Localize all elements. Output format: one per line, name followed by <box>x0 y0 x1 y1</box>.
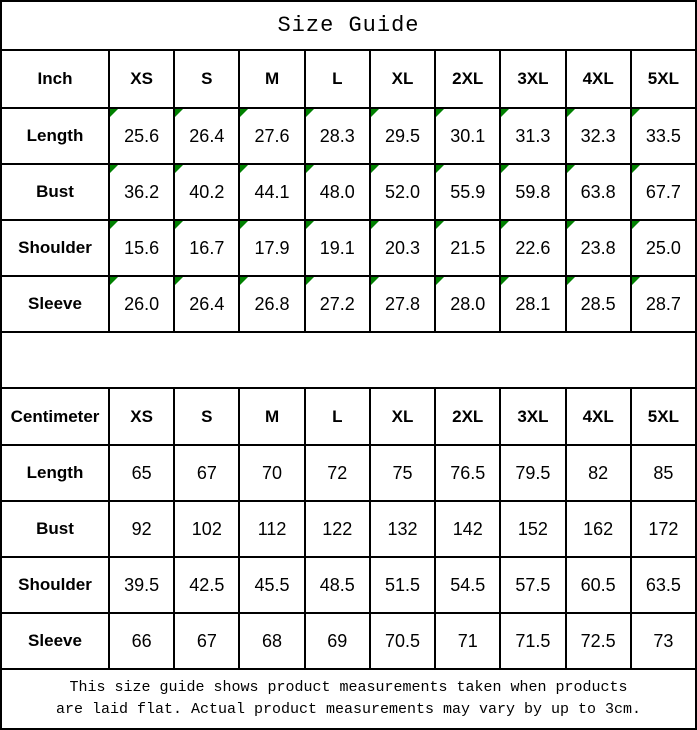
measurement-value: 20.3 <box>384 237 421 258</box>
flag-icon <box>110 165 118 173</box>
measurement-cell <box>110 221 173 275</box>
measurement-value: 40.2 <box>189 181 225 202</box>
footer-note <box>2 670 695 728</box>
measurement-value: 44.1 <box>254 181 290 202</box>
flag-icon <box>175 109 183 117</box>
measurement-cell <box>501 277 564 331</box>
measurement-cell <box>371 221 434 275</box>
measurement-value: 15.6 <box>124 237 160 258</box>
measurement-cell <box>436 221 499 275</box>
footer-line2: are laid flat. Actual product measurements may vary by up to 3cm. <box>55 701 642 718</box>
measurement-value: 30.1 <box>450 125 486 146</box>
flag-icon <box>436 165 444 173</box>
unit-header-inch: Inch <box>2 51 108 107</box>
measurement-cell <box>175 558 238 612</box>
measurement-value: 70 <box>262 462 283 483</box>
measurement-cell <box>632 277 695 331</box>
flag-icon <box>371 221 379 229</box>
measurement-value: 82 <box>588 462 609 483</box>
measurement-cell <box>306 502 369 556</box>
measurement-value: 26.0 <box>124 293 160 314</box>
measurement-value: 59.8 <box>515 181 551 202</box>
measurement-value: 67 <box>196 462 217 483</box>
flag-icon <box>175 165 183 173</box>
row-label-shoulder: Shoulder <box>2 558 108 612</box>
size-header-xs: XS <box>110 389 173 444</box>
measurement-cell <box>175 614 238 668</box>
measurement-cell <box>371 502 434 556</box>
measurement-value: 42.5 <box>189 574 225 595</box>
measurement-value: 54.5 <box>450 574 486 595</box>
measurement-value: 102 <box>191 518 222 539</box>
flag-icon <box>501 277 509 285</box>
row-label-sleeve: Sleeve <box>2 277 108 331</box>
size-header-m: M <box>240 51 303 107</box>
measurement-cell <box>306 221 369 275</box>
measurement-value: 33.5 <box>645 125 681 146</box>
footer-line1: This size guide shows product measurements taken when products <box>69 678 628 696</box>
measurement-cell <box>175 446 238 500</box>
flag-icon <box>240 165 248 173</box>
size-header-l: L <box>306 51 369 107</box>
measurement-value: 36.2 <box>124 181 160 202</box>
measurement-value: 68 <box>262 630 283 651</box>
measurement-value: 28.7 <box>645 293 681 314</box>
measurement-value: 22.6 <box>515 237 551 258</box>
measurement-cell <box>501 502 564 556</box>
measurement-value: 27.8 <box>384 293 421 314</box>
measurement-value: 55.9 <box>450 181 486 202</box>
measurement-value: 29.5 <box>384 125 421 146</box>
size-header-s: S <box>175 389 238 444</box>
flag-icon <box>110 109 118 117</box>
measurement-value: 70.5 <box>384 630 421 651</box>
measurement-value: 57.5 <box>515 574 551 595</box>
measurement-value: 48.0 <box>319 181 355 202</box>
measurement-cell <box>567 221 630 275</box>
measurement-cell <box>567 446 630 500</box>
flag-icon <box>567 109 575 117</box>
measurement-value: 66 <box>131 630 152 651</box>
measurement-cell <box>567 502 630 556</box>
measurement-cell <box>436 502 499 556</box>
flag-icon <box>436 109 444 117</box>
measurement-cell <box>306 109 369 163</box>
flag-icon <box>632 109 640 117</box>
measurement-cell <box>371 109 434 163</box>
measurement-cell <box>501 558 564 612</box>
measurement-value: 32.3 <box>580 125 616 146</box>
measurement-value: 72.5 <box>580 630 616 651</box>
measurement-cell <box>567 109 630 163</box>
size-header-xl: XL <box>371 51 434 107</box>
row-label-shoulder: Shoulder <box>2 221 108 275</box>
flag-icon <box>567 277 575 285</box>
flag-icon <box>306 165 314 173</box>
measurement-value: 65 <box>131 462 152 483</box>
measurement-value: 142 <box>452 518 483 539</box>
size-header-xs: XS <box>110 51 173 107</box>
measurement-cell <box>110 614 173 668</box>
measurement-cell <box>175 221 238 275</box>
page-title: Size Guide <box>2 2 695 49</box>
measurement-cell <box>632 221 695 275</box>
flag-icon <box>632 277 640 285</box>
measurement-value: 79.5 <box>515 462 551 483</box>
measurement-cell <box>436 558 499 612</box>
measurement-value: 27.2 <box>319 293 355 314</box>
measurement-cell <box>436 165 499 219</box>
measurement-cell <box>175 502 238 556</box>
measurement-value: 69 <box>327 630 348 651</box>
measurement-cell <box>175 277 238 331</box>
measurement-cell <box>175 165 238 219</box>
size-header-2xl: 2XL <box>436 51 499 107</box>
flag-icon <box>175 221 183 229</box>
measurement-value: 63.5 <box>645 574 681 595</box>
measurement-cell <box>436 446 499 500</box>
measurement-value: 26.4 <box>189 293 225 314</box>
measurement-value: 67 <box>196 630 217 651</box>
size-header-xl: XL <box>371 389 434 444</box>
flag-icon <box>501 109 509 117</box>
flag-icon <box>240 221 248 229</box>
measurement-value: 60.5 <box>580 574 616 595</box>
measurement-cell <box>240 558 303 612</box>
measurement-value: 28.1 <box>515 293 551 314</box>
flag-icon <box>240 109 248 117</box>
measurement-value: 132 <box>387 518 418 539</box>
measurement-value: 67.7 <box>645 181 681 202</box>
flag-icon <box>175 277 183 285</box>
measurement-cell <box>110 165 173 219</box>
measurement-value: 48.5 <box>319 574 355 595</box>
measurement-cell <box>110 109 173 163</box>
measurement-cell <box>110 502 173 556</box>
measurement-cell <box>306 614 369 668</box>
row-label-bust: Bust <box>2 502 108 556</box>
size-header-s: S <box>175 51 238 107</box>
measurement-cell <box>371 446 434 500</box>
measurement-cell <box>306 446 369 500</box>
flag-icon <box>436 277 444 285</box>
measurement-cell <box>110 277 173 331</box>
measurement-cell <box>436 614 499 668</box>
measurement-cell <box>110 558 173 612</box>
measurement-value: 112 <box>257 518 287 539</box>
size-header-3xl: 3XL <box>501 51 564 107</box>
row-label-sleeve: Sleeve <box>2 614 108 668</box>
measurement-cell <box>567 614 630 668</box>
measurement-value: 27.6 <box>254 125 290 146</box>
measurement-cell <box>632 446 695 500</box>
measurement-value: 85 <box>653 462 674 483</box>
row-label-bust: Bust <box>2 165 108 219</box>
measurement-value: 26.4 <box>189 125 225 146</box>
measurement-cell <box>240 165 303 219</box>
size-header-2xl: 2XL <box>436 389 499 444</box>
measurement-value: 76.5 <box>450 462 486 483</box>
spacer-row <box>2 333 695 387</box>
size-header-5xl: 5XL <box>632 389 695 444</box>
flag-icon <box>240 277 248 285</box>
size-header-4xl: 4XL <box>567 389 630 444</box>
size-header-4xl: 4XL <box>567 51 630 107</box>
measurement-cell <box>501 221 564 275</box>
measurement-cell <box>371 614 434 668</box>
measurement-cell <box>501 109 564 163</box>
measurement-value: 52.0 <box>384 181 421 202</box>
flag-icon <box>501 165 509 173</box>
row-label-length: Length <box>2 109 108 163</box>
measurement-cell <box>240 221 303 275</box>
size-header-5xl: 5XL <box>632 51 695 107</box>
measurement-cell <box>240 109 303 163</box>
size-header-l: L <box>306 389 369 444</box>
measurement-cell <box>632 614 695 668</box>
measurement-cell <box>501 165 564 219</box>
measurement-cell <box>632 109 695 163</box>
flag-icon <box>436 221 444 229</box>
flag-icon <box>110 221 118 229</box>
measurement-cell <box>632 502 695 556</box>
measurement-cell <box>175 109 238 163</box>
measurement-cell <box>306 277 369 331</box>
flag-icon <box>501 221 509 229</box>
measurement-value: 71.5 <box>515 630 551 651</box>
measurement-value: 92 <box>131 518 152 539</box>
flag-icon <box>371 165 379 173</box>
measurement-cell <box>110 446 173 500</box>
measurement-cell <box>501 614 564 668</box>
measurement-value: 152 <box>517 518 548 539</box>
measurement-cell <box>436 109 499 163</box>
measurement-value: 172 <box>648 518 679 539</box>
measurement-cell <box>240 277 303 331</box>
measurement-cell <box>371 558 434 612</box>
measurement-cell <box>632 558 695 612</box>
size-header-3xl: 3XL <box>501 389 564 444</box>
measurement-cell <box>371 277 434 331</box>
measurement-value: 122 <box>322 518 353 539</box>
measurement-value: 73 <box>653 630 674 651</box>
flag-icon <box>567 165 575 173</box>
measurement-value: 39.5 <box>124 574 160 595</box>
measurement-value: 17.9 <box>254 237 290 258</box>
measurement-value: 25.6 <box>124 125 160 146</box>
measurement-value: 28.5 <box>580 293 616 314</box>
unit-header-centimeter: Centimeter <box>2 389 108 444</box>
measurement-value: 63.8 <box>580 181 616 202</box>
flag-icon <box>306 109 314 117</box>
measurement-value: 162 <box>583 518 614 539</box>
measurement-cell <box>632 165 695 219</box>
flag-icon <box>371 277 379 285</box>
measurement-value: 31.3 <box>515 125 551 146</box>
flag-icon <box>306 221 314 229</box>
measurement-value: 21.5 <box>450 237 486 258</box>
measurement-cell <box>306 165 369 219</box>
measurement-value: 25.0 <box>645 237 681 258</box>
flag-icon <box>110 277 118 285</box>
measurement-value: 19.1 <box>319 237 355 258</box>
measurement-value: 28.0 <box>450 293 486 314</box>
flag-icon <box>371 109 379 117</box>
flag-icon <box>306 277 314 285</box>
flag-icon <box>632 165 640 173</box>
measurement-value: 71 <box>457 630 478 651</box>
measurement-value: 45.5 <box>254 574 290 595</box>
measurement-cell <box>567 165 630 219</box>
measurement-cell <box>436 277 499 331</box>
measurement-cell <box>567 558 630 612</box>
measurement-cell <box>501 446 564 500</box>
flag-icon <box>567 221 575 229</box>
measurement-value: 75 <box>392 462 413 483</box>
row-label-length: Length <box>2 446 108 500</box>
flag-icon <box>632 221 640 229</box>
measurement-cell <box>240 614 303 668</box>
measurement-cell <box>240 446 303 500</box>
measurement-value: 26.8 <box>254 293 290 314</box>
measurement-cell <box>240 502 303 556</box>
measurement-value: 23.8 <box>580 237 616 258</box>
measurement-cell <box>371 165 434 219</box>
measurement-cell <box>567 277 630 331</box>
measurement-value: 72 <box>327 462 348 483</box>
size-header-m: M <box>240 389 303 444</box>
measurement-cell <box>306 558 369 612</box>
measurement-value: 51.5 <box>384 574 421 595</box>
measurement-value: 16.7 <box>189 237 225 258</box>
measurement-value: 28.3 <box>319 125 355 146</box>
